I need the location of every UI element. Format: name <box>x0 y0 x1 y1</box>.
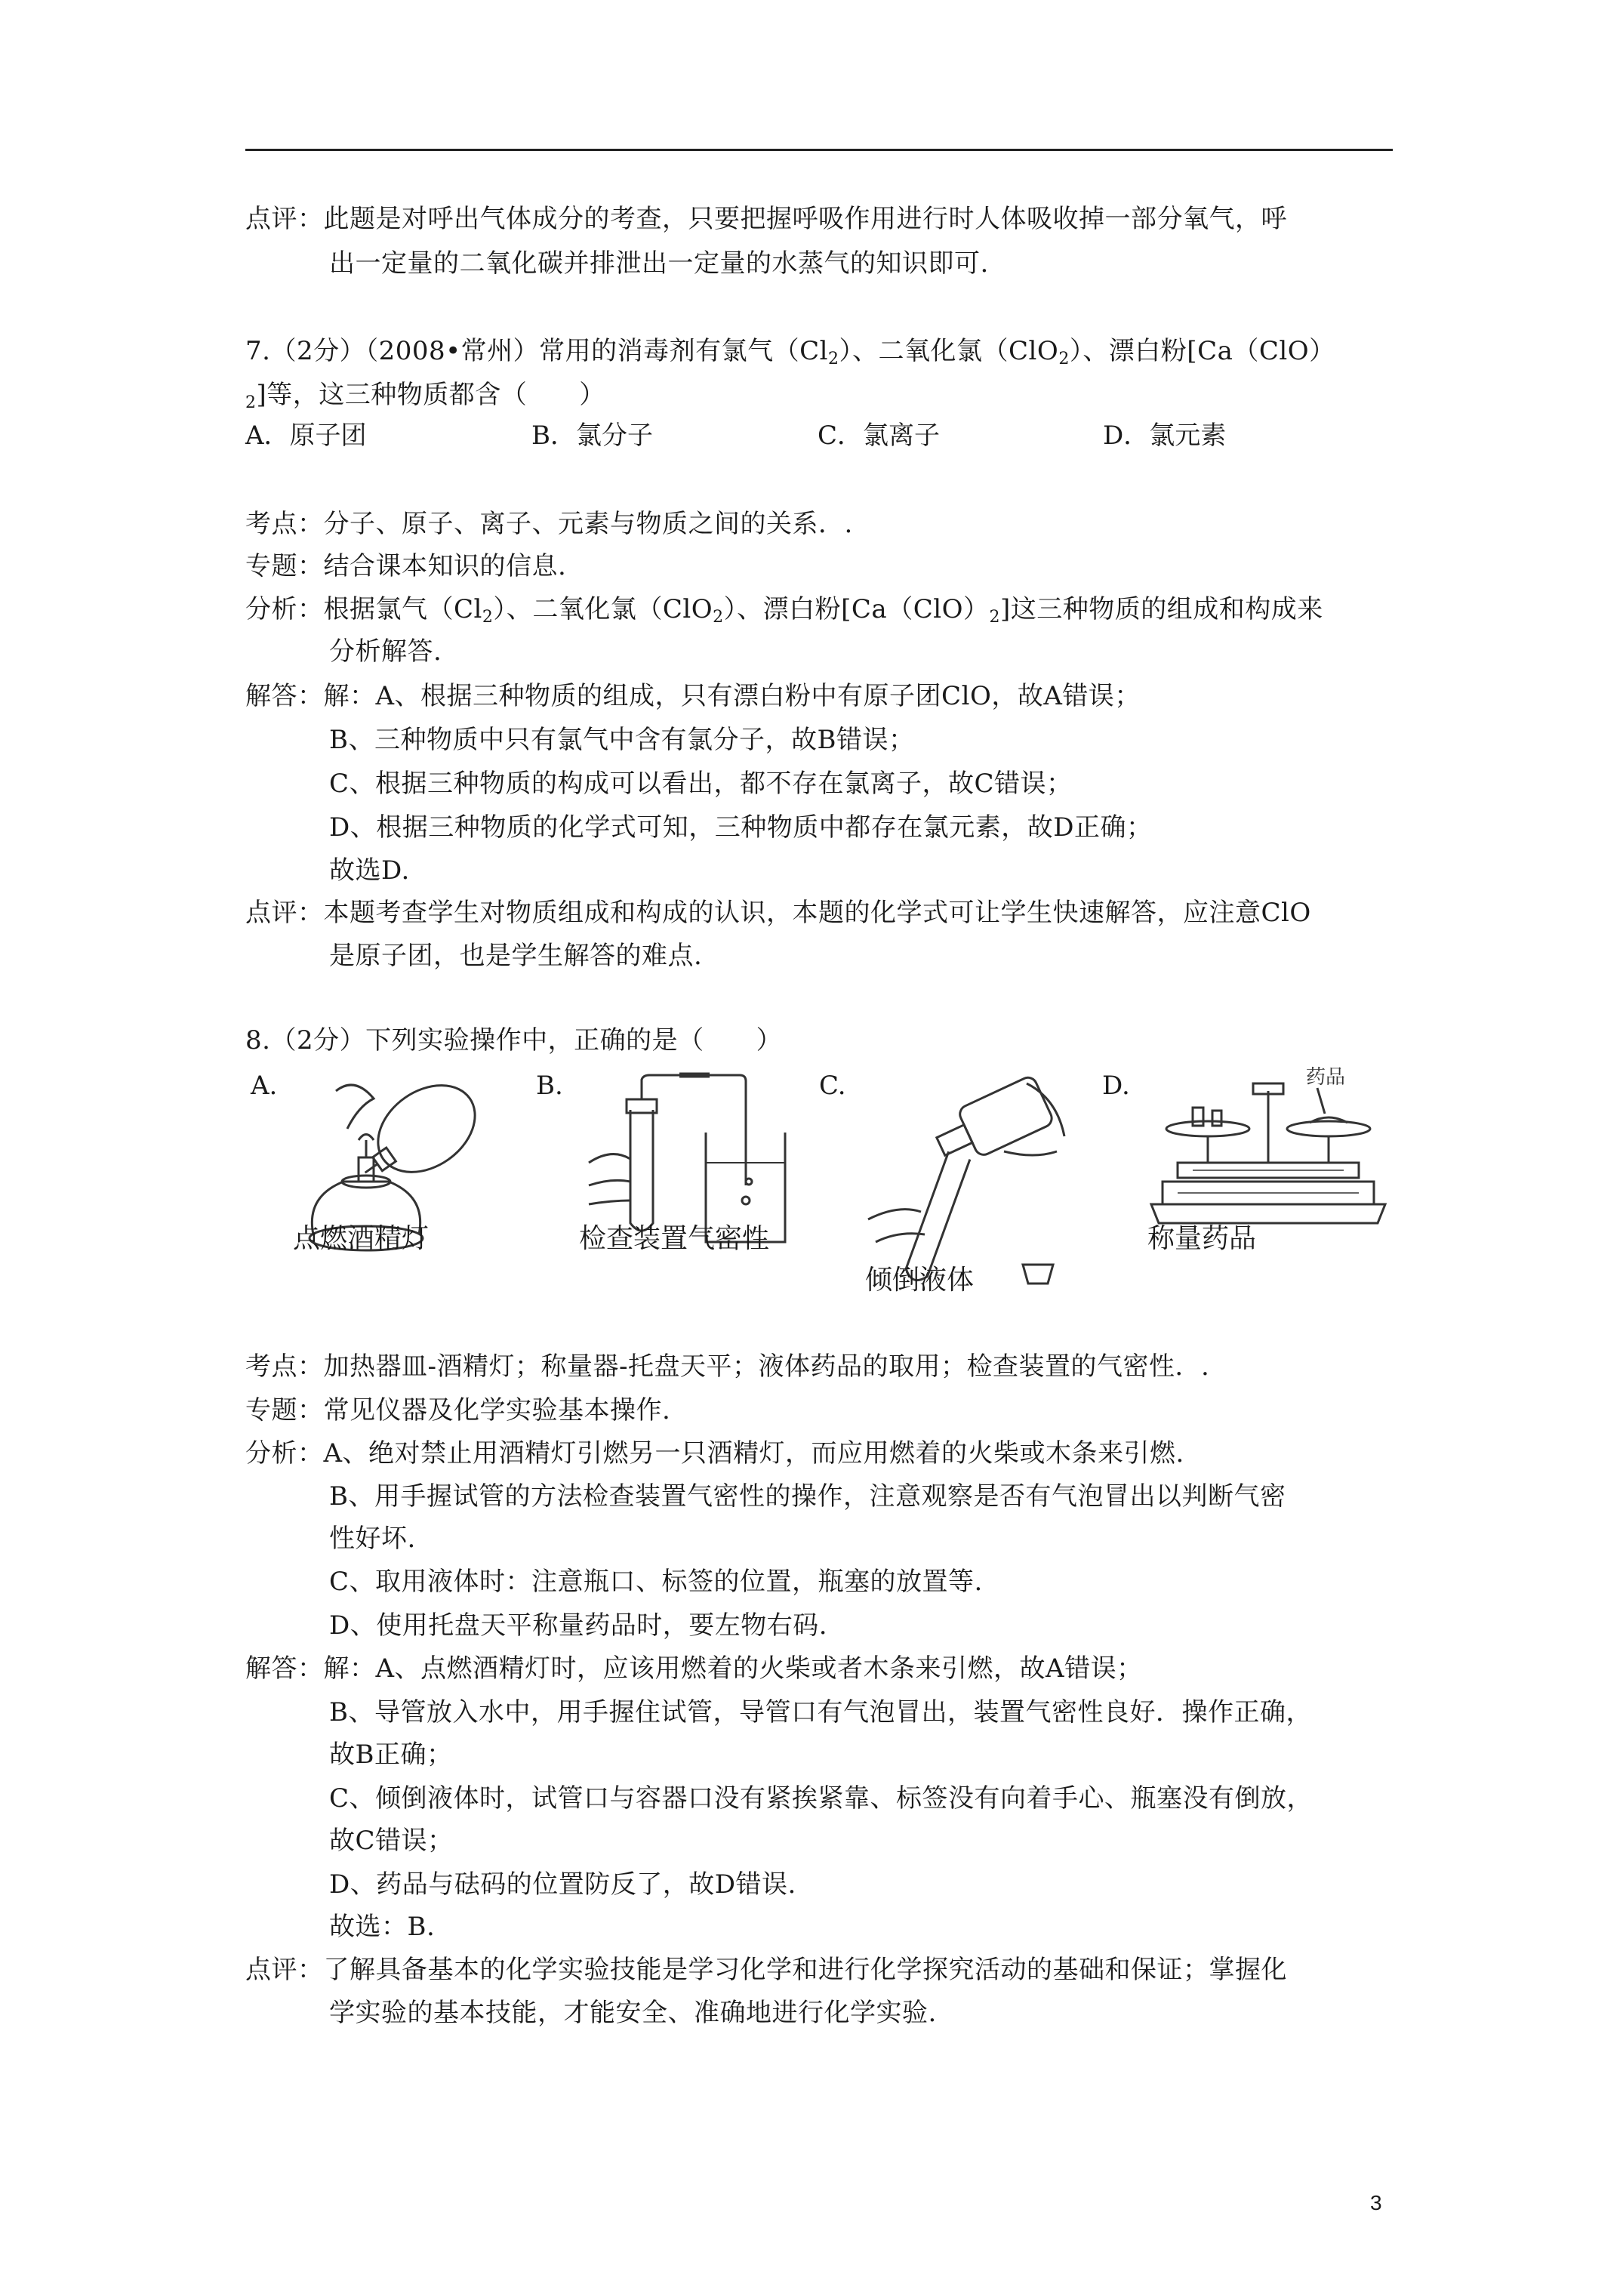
q8-kaodian: 考点：加热器皿-酒精灯；称量器-托盘天平；液体药品的取用；检查装置的气密性．. <box>245 1351 1210 1382</box>
q8-fenxi-line3: 性好坏. <box>329 1524 416 1554</box>
q8-fenxi-line1: 分析：A、绝对禁止用酒精灯引燃另一只酒精灯，而应用燃着的火柴或木条来引燃. <box>245 1438 1184 1469</box>
pouring-liquid-figure <box>853 1068 1087 1295</box>
q7-jieda-line2: B、三种物质中只有氯气中含有氯分子，故B错误； <box>329 725 915 755</box>
prev-comment-line1: 点评：此题是对呼出气体成分的考查，只要把握呼吸作用进行时人体吸收掉一部分氧气，呼 <box>245 204 1287 234</box>
caption-d: 称量药品 <box>1147 1223 1257 1254</box>
q8-jieda-line4: C、倾倒液体时，试管口与容器口没有紧挨紧靠、标签没有向着手心、瓶塞没有倒放， <box>329 1783 1313 1814</box>
caption-c: 倾倒液体 <box>865 1265 975 1296</box>
q8-jieda-line6: D、药品与砝码的位置防反了，故D错误. <box>329 1869 796 1900</box>
q8-jieda-line5: 故C错误； <box>329 1826 454 1856</box>
q7-fenxi-line2: 分析解答. <box>329 636 442 667</box>
balance-figure <box>1147 1061 1389 1250</box>
q8-fenxi-line4: C、取用液体时：注意瓶口、标签的位置，瓶塞的放置等. <box>329 1567 983 1597</box>
q7-option-b: B．氯分子 <box>531 421 653 451</box>
q8-option-d-letter: D. <box>1102 1071 1130 1101</box>
q8-dianping-line2: 学实验的基本技能，才能安全、准确地进行化学实验. <box>329 1998 937 2028</box>
q8-option-c-letter: C. <box>819 1071 846 1101</box>
q7-option-d: D．氯元素 <box>1103 421 1227 451</box>
q8-jieda-line1: 解答：解：A、点燃酒精灯时，应该用燃着的火柴或者木条来引燃，故A错误； <box>245 1653 1143 1684</box>
q7-jieda-line1: 解答：解：A、根据三种物质的组成，只有漂白粉中有原子团ClO，故A错误； <box>245 681 1141 711</box>
q7-fenxi-line1: 分析：根据氯气$(Cl_2)$、二氧化氯（ClO$_2$）、漂白粉$[Ca(ClO)_2]$这三种物质的组成和构成来 <box>245 594 1323 627</box>
q7-jieda-line4: D、根据三种物质的化学式可知，三种物质中都存在氯元素，故D正确； <box>329 812 1153 843</box>
q7-option-a: A．原子团 <box>245 421 367 451</box>
q8-dianping-line1: 点评：了解具备基本的化学实验技能是学习化学和进行化学探究活动的基础和保证；掌握化 <box>245 1955 1287 1985</box>
q7-stem-line2: $_2$]等，这三种物质都含（ ） <box>245 380 605 412</box>
q8-option-b-letter: B. <box>536 1071 563 1101</box>
q7-dianping-line2: 是原子团，也是学生解答的难点. <box>329 941 703 971</box>
figure-label-yaopin: 药品 <box>1306 1066 1346 1089</box>
q8-option-a-letter: A. <box>251 1071 278 1101</box>
q7-jieda-line5: 故选D. <box>329 855 410 886</box>
q8-jieda-line2: B、导管放入水中，用手握住试管，导管口有气泡冒出，装置气密性良好．操作正确， <box>329 1697 1312 1727</box>
q7-kaodian: 考点：分子、原子、离子、元素与物质之间的关系．. <box>245 509 853 539</box>
page-number: 3 <box>1370 2191 1382 2214</box>
caption-b: 检查装置气密性 <box>579 1223 770 1254</box>
q7-zhuanti: 专题：结合课本知识的信息. <box>245 551 567 581</box>
q7-stem-line1: 7.（2分）（2008•常州）常用的消毒剂有氯气$(Cl_2)$、二氧化氯（ClO$_2$）、漂白粉[Ca（ClO） <box>245 336 1335 368</box>
q8-fenxi-line2: B、用手握试管的方法检查装置气密性的操作，注意观察是否有气泡冒出以判断气密 <box>329 1481 1286 1512</box>
q8-fenxi-line5: D、使用托盘天平称量药品时，要左物右码. <box>329 1610 828 1641</box>
prev-comment-line2: 出一定量的二氧化碳并排泄出一定量的水蒸气的知识即可. <box>329 248 989 279</box>
q7-option-c: C．氯离子 <box>818 421 941 451</box>
q8-jieda-line3: 故B正确； <box>329 1740 453 1770</box>
caption-a: 点燃酒精灯 <box>293 1223 430 1254</box>
q7-jieda-line3: C、根据三种物质的构成可以看出，都不存在氯离子，故C错误； <box>329 769 1073 799</box>
header-rule <box>245 149 1393 151</box>
q8-stem: 8.（2分）下列实验操作中，正确的是（ ） <box>245 1025 783 1056</box>
q8-jieda-line7: 故选：B. <box>329 1912 436 1942</box>
q8-zhuanti: 专题：常见仪器及化学实验基本操作. <box>245 1395 671 1425</box>
q7-dianping-line1: 点评：本题考查学生对物质组成和构成的认识，本题的化学式可让学生快速解答，应注意ClO <box>245 898 1311 928</box>
